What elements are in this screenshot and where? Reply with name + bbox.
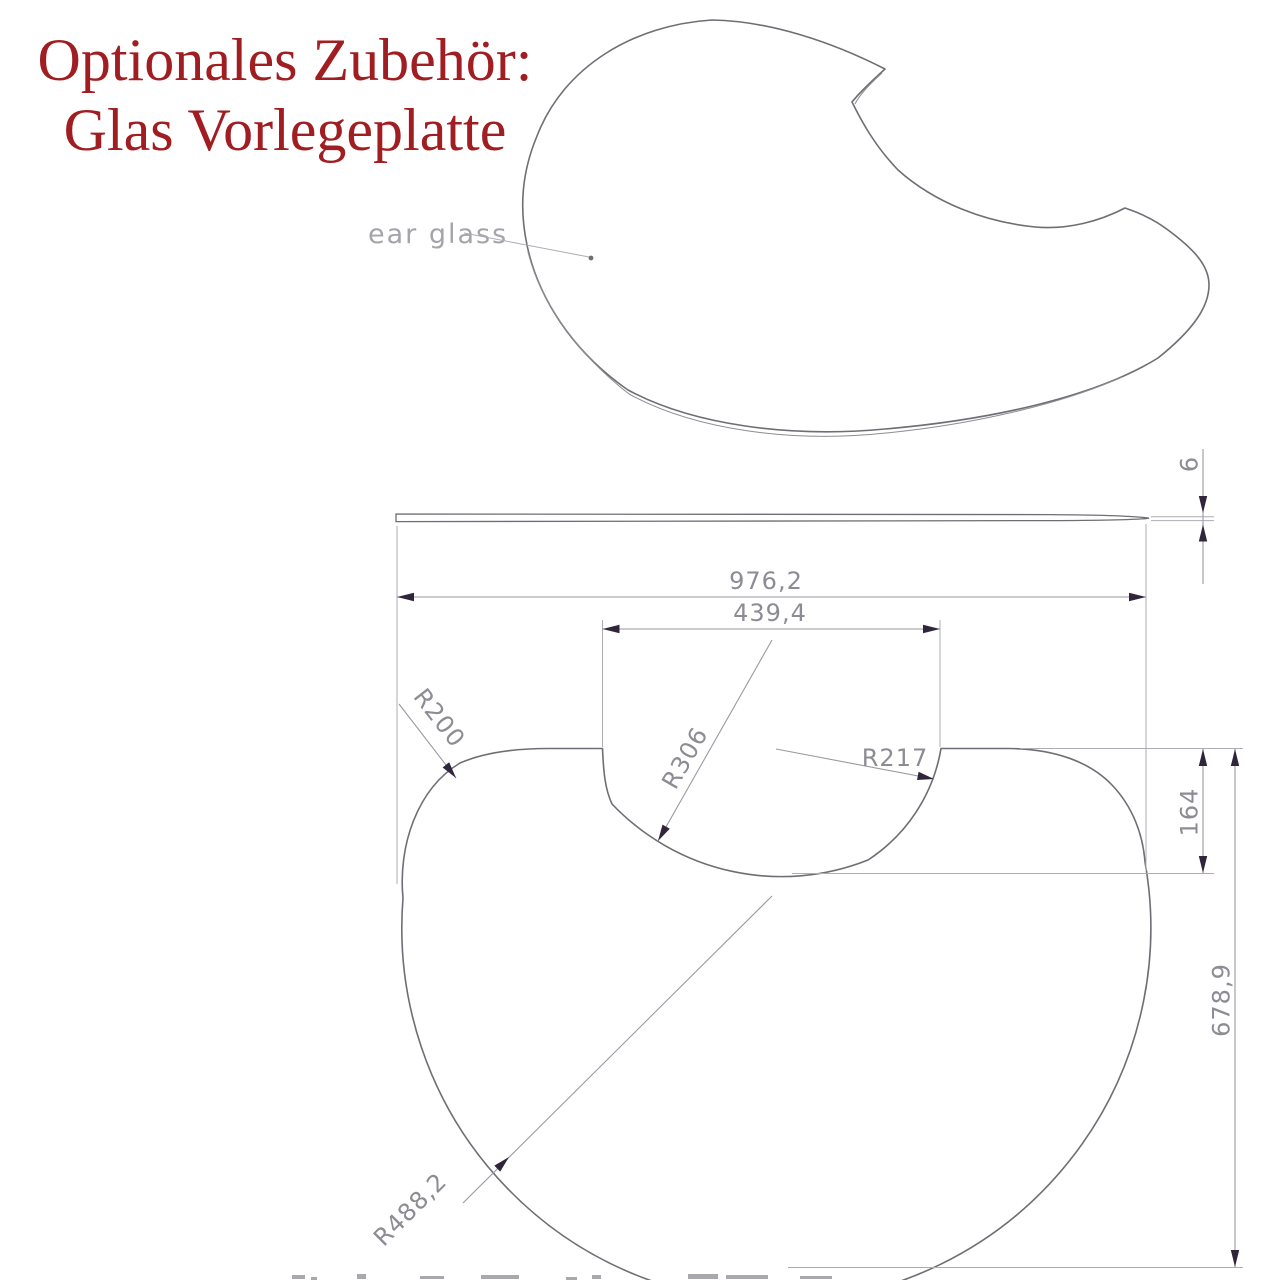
dim-439-text: 439,4 xyxy=(733,599,807,627)
dim-6-arrow-bottom xyxy=(1199,525,1207,542)
dim-r306-arrow xyxy=(658,825,670,841)
dim-164-text: 164 xyxy=(1175,787,1204,837)
dim-679-arrow-bottom xyxy=(1231,1250,1239,1267)
plan-view-outline xyxy=(402,749,1151,1280)
dim-6-arrow-top xyxy=(1199,496,1207,513)
dim-976-arrow-right xyxy=(1129,593,1146,601)
dim-6-text: 6 xyxy=(1175,455,1204,473)
page-title-line-2: Glas Vorlegeplatte xyxy=(63,97,507,163)
dim-r488-leader xyxy=(463,896,772,1203)
dim-r488-text: R488,2 xyxy=(368,1167,453,1252)
dim-r217-text: R217 xyxy=(861,744,929,772)
dim-439-arrow-left xyxy=(603,625,620,633)
dim-679-arrow-top xyxy=(1231,749,1239,766)
dim-r200-arrow xyxy=(443,762,456,778)
dim-164-arrow-bottom xyxy=(1199,856,1207,873)
ear-glass-label: ear glass xyxy=(368,219,509,250)
dim-976-text: 976,2 xyxy=(729,567,803,595)
dim-r306-text: R306 xyxy=(656,722,714,794)
side-view-plate-edge xyxy=(396,514,1149,522)
dim-164-arrow-top xyxy=(1199,749,1207,766)
page-title-line-1: Optionales Zubehör: xyxy=(37,27,533,93)
dim-r200-text: R200 xyxy=(407,683,471,753)
dim-439-arrow-right xyxy=(923,625,940,633)
dim-976-arrow-left xyxy=(397,593,414,601)
dim-r306-leader xyxy=(658,640,772,841)
dim-r217-arrow xyxy=(917,772,934,780)
glass-thickness-edge-line xyxy=(528,252,1122,436)
dim-679-text: 678,9 xyxy=(1207,963,1236,1037)
cropped-footer-text-fragment xyxy=(292,1274,832,1280)
ear-glass-leader-dot xyxy=(589,256,594,261)
glass-thickness-notch-edge xyxy=(855,73,882,104)
perspective-view-outline xyxy=(523,20,1209,432)
